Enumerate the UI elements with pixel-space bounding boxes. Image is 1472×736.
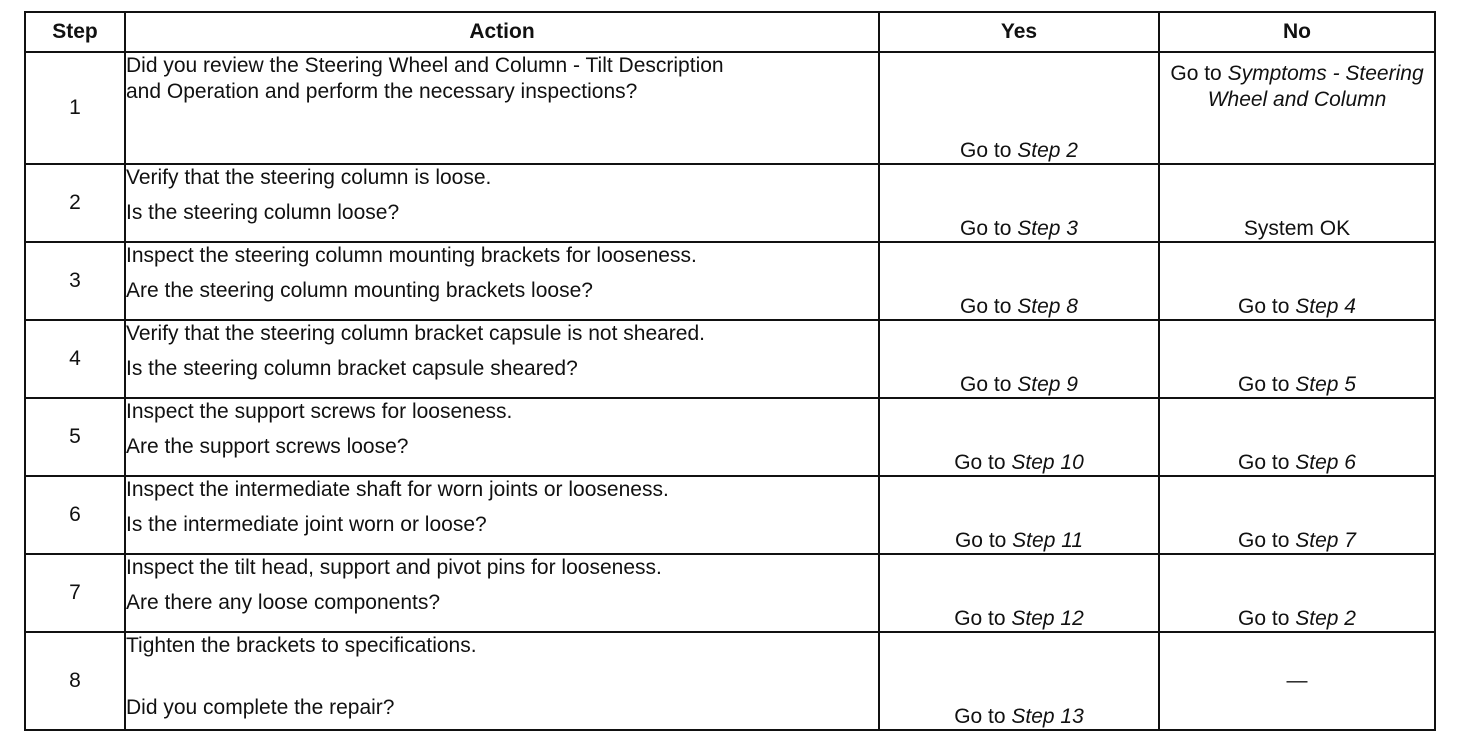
yes-prefix: Go to [954,705,1012,728]
step-number: 3 [25,242,125,320]
action-question: Did you complete the repair? [126,696,395,719]
no-step-link[interactable]: Step 2 [1295,607,1356,630]
no-prefix: Go to [1238,451,1296,474]
no-cell [1159,242,1435,320]
header-row [25,12,1435,52]
yes-cell [879,398,1159,476]
no-dash: — [1286,669,1308,692]
action-text: Inspect the support screws for looseness. [126,400,513,423]
yes-step-link[interactable]: Step 8 [1017,295,1078,318]
yes-prefix: Go to [960,139,1018,162]
yes-cell [879,52,1159,164]
table-row [25,164,1435,242]
diagnostic-table [24,11,1436,731]
step-number: 8 [25,632,125,730]
header-yes: Yes [879,12,1159,52]
no-cell [1159,52,1435,164]
action-text: Inspect the intermediate shaft for worn joints or looseness. [126,478,669,501]
yes-step-link[interactable]: Step 11 [1012,529,1084,552]
no-cell [1159,632,1435,730]
table-row [25,52,1435,164]
table-row [25,476,1435,554]
action-question: Is the intermediate joint worn or loose? [126,513,487,536]
step-number: 4 [25,320,125,398]
table-row [25,398,1435,476]
yes-prefix: Go to [954,607,1012,630]
table-row [25,320,1435,398]
action-cell [125,398,879,476]
action-question: Are the steering column mounting brackets loose? [126,279,593,302]
action-cell [125,554,879,632]
no-step-link[interactable]: Step 4 [1295,295,1356,318]
no-cell [1159,320,1435,398]
yes-cell [879,242,1159,320]
no-cell [1159,554,1435,632]
action-question: Are the support screws loose? [126,435,409,458]
no-prefix: Go to [1238,373,1296,396]
action-question: Is the steering column bracket capsule sheared? [126,357,578,380]
no-prefix: Go to [1238,529,1296,552]
no-cell [1159,476,1435,554]
no-prefix: Go to [1238,295,1296,318]
header-no: No [1159,12,1435,52]
step-number: 1 [25,52,125,164]
no-step-link[interactable]: Symptoms - Steering Wheel and Column [1207,62,1424,111]
no-cell [1159,398,1435,476]
no-step-link[interactable]: Step 7 [1295,529,1356,552]
yes-cell [879,320,1159,398]
table-row [25,632,1435,730]
action-text: Verify that the steering column bracket capsule is not sheared. [126,322,705,345]
action-cell [125,52,879,164]
action-question: and Operation and perform the necessary inspections? [126,80,638,103]
yes-cell [879,554,1159,632]
step-number: 6 [25,476,125,554]
action-question: Are there any loose components? [126,591,441,614]
yes-prefix: Go to [954,451,1012,474]
action-question: Is the steering column loose? [126,201,400,224]
yes-cell [879,632,1159,730]
yes-step-link[interactable]: Step 3 [1017,217,1078,240]
yes-step-link[interactable]: Step 10 [1011,451,1084,474]
action-text: Did you review the Steering Wheel and Column - Tilt Description [126,54,724,77]
no-text: System OK [1243,217,1351,240]
no-prefix: Go to [1238,607,1296,630]
step-number: 7 [25,554,125,632]
yes-step-link[interactable]: Step 13 [1011,705,1084,728]
no-step-link[interactable]: Step 5 [1295,373,1356,396]
yes-cell [879,164,1159,242]
header-step: Step [25,12,125,52]
header-action: Action [125,12,879,52]
table-row [25,554,1435,632]
action-cell [125,242,879,320]
step-number: 5 [25,398,125,476]
action-cell [125,320,879,398]
table-row [25,242,1435,320]
yes-step-link[interactable]: Step 9 [1017,373,1078,396]
yes-prefix: Go to [960,295,1018,318]
no-prefix: Go to [1170,62,1228,85]
yes-prefix: Go to [960,373,1018,396]
action-text: Inspect the tilt head, support and pivot pins for looseness. [126,556,662,579]
no-cell [1159,164,1435,242]
action-text: Inspect the steering column mounting brackets for looseness. [126,244,697,267]
action-text: Tighten the brackets to specifications. [126,634,477,657]
yes-step-link[interactable]: Step 12 [1011,607,1084,630]
yes-step-link[interactable]: Step 2 [1017,139,1078,162]
action-cell [125,476,879,554]
action-cell [125,632,879,730]
yes-prefix: Go to [954,529,1013,552]
action-cell [125,164,879,242]
step-number: 2 [25,164,125,242]
action-text: Verify that the steering column is loose. [126,166,492,189]
yes-cell [879,476,1159,554]
no-step-link[interactable]: Step 6 [1295,451,1356,474]
yes-prefix: Go to [960,217,1018,240]
